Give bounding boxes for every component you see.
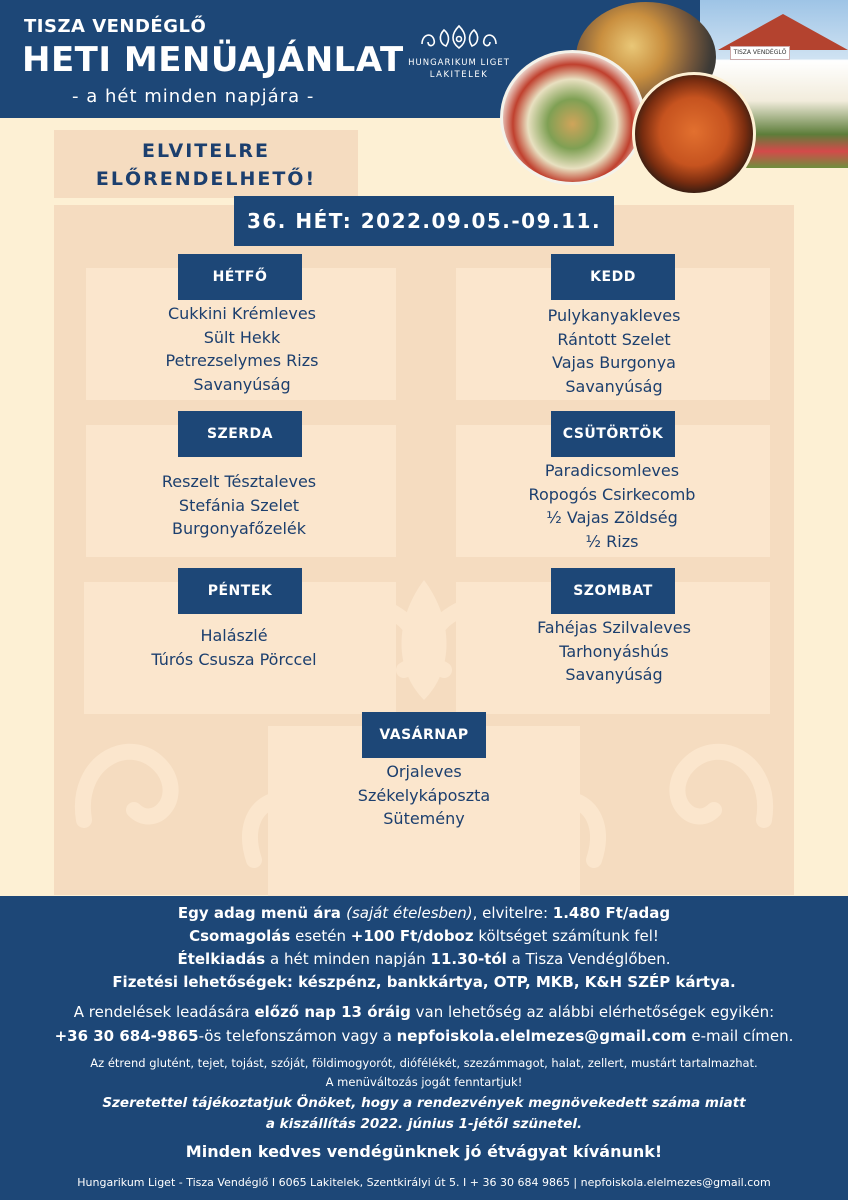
logo-text-lakitelek: LAKITELEK [429, 70, 489, 80]
contact-text: -ös telefonszámon vagy a [198, 1027, 397, 1045]
packaging-text: esetén [290, 927, 351, 945]
dish-list-friday [84, 624, 384, 671]
packaging-text-2: költséget számítunk fel! [473, 927, 659, 945]
dish-item: Székelykáposzta [357, 785, 491, 805]
price-text-2: , elvitelre: [472, 904, 553, 922]
dish-item: Pulykanyakleves [547, 306, 681, 325]
dish-item: Savanyúság [565, 665, 663, 684]
takeaway-line1: ELVITELRE [142, 140, 270, 162]
price-line [0, 904, 848, 922]
price-value: 1.480 Ft/adag [552, 904, 671, 922]
price-note: (saját ételesben) [346, 904, 473, 922]
dish-list-wednesday [86, 470, 392, 541]
order-text: A rendelések leadására [73, 1003, 255, 1021]
dish-list-tuesday [456, 304, 772, 398]
dish-item: Burgonyafőzelék [172, 519, 306, 538]
page-title: HETI MENÜAJÁNLAT [22, 40, 404, 80]
soup-photo [632, 72, 756, 196]
dish-item: Savanyúság [565, 376, 663, 396]
dish-item: Petrezselymes Rizs [165, 351, 319, 370]
phone-link[interactable]: +36 30 684-9865 [54, 1027, 199, 1045]
dish-item: Cukkini Krémleves [167, 304, 317, 323]
dish-item: Halászlé [200, 626, 268, 645]
dish-item: Fahéjas Szilvaleves [537, 618, 691, 637]
delivery-notice-1: Szeretettel tájékoztatjuk Önöket, hogy a rendezvények megnövekedett száma miatt [102, 1095, 746, 1111]
allergen-notice: Az étrend glutént, tejet, tojást, szóját, földimogyorót, diófélékét, szezámmagot, halat, zellert, mustárt tartalmazhat. [90, 1056, 758, 1070]
building-sign: TISZA VENDÉGLŐ [730, 46, 790, 60]
logo-text-hungarikum: HUNGARIKUM LIGET [408, 58, 510, 68]
ornament-icon [418, 22, 500, 54]
takeaway-line2: ELŐRENDELHETŐ! [95, 168, 317, 190]
serving-line [0, 950, 848, 968]
page-subtitle: - a hét minden napjára - [72, 86, 315, 107]
dish-item: Tarhonyáshús [559, 641, 669, 661]
closing-wish: Minden kedves vendégünknek jó étvágyat kívánunk! [185, 1142, 663, 1161]
footer-info [0, 896, 848, 1200]
packaging-line [0, 927, 848, 945]
day-badge-sunday: VASÁRNAP [362, 712, 486, 758]
rights-notice: A menüváltozás jogát fenntartjuk! [325, 1075, 523, 1089]
serving-time: 11.30-tól [430, 950, 507, 968]
payment-line: Fizetési lehetőségek: készpénz, bankkártya, OTP, MKB, K&H SZÉP kártya. [112, 973, 736, 991]
takeaway-banner [54, 130, 358, 198]
contact-line [0, 1027, 848, 1045]
dish-list-monday [86, 302, 398, 396]
delivery-notice-2: a kiszállítás 2022. június 1-jétől szünetel. [265, 1116, 583, 1132]
contact-text-2: e-mail címen. [686, 1027, 794, 1045]
dish-list-saturday [456, 616, 772, 687]
dish-item: Savanyúság [193, 374, 291, 394]
dish-item: ½ Rizs [585, 531, 639, 551]
day-badge-tuesday: KEDD [551, 254, 675, 300]
day-badge-saturday: SZOMBAT [551, 568, 675, 614]
restaurant-name: TISZA VENDÉGLŐ [24, 16, 207, 37]
dish-item: Stefánia Szelet [178, 495, 300, 515]
order-text-2: van lehetőség az alábbi elérhetőségek egyikén: [410, 1003, 775, 1021]
building-roof [718, 14, 848, 50]
order-line [0, 1003, 848, 1021]
dish-item: Paradicsomleves [544, 461, 680, 480]
hungarikum-liget-logo [406, 22, 512, 92]
day-badge-friday: PÉNTEK [178, 568, 302, 614]
week-label: 36. HÉT: 2022.09.05.-09.11. [234, 196, 614, 246]
serving-label: Ételkiadás [177, 950, 266, 968]
email-link[interactable]: nepfoiskola.elelmezes@gmail.com [396, 1027, 687, 1045]
dish-item: Túrós Csusza Pörccel [151, 649, 317, 669]
dish-item: ½ Vajas Zöldség [546, 508, 678, 527]
price-text: Egy adag menü ára [177, 904, 347, 922]
dish-item: Sütemény [383, 809, 465, 828]
dish-item: Rántott Szelet [557, 329, 671, 349]
address-line: Hungarikum Liget - Tisza Vendéglő I 6065 Lakitelek, Szentkirályi út 5. I + 36 30 684 9865 | nepfoiskola.elelmezes@gmail.com [77, 1176, 771, 1189]
packaging-label: Csomagolás [189, 927, 291, 945]
dish-item: Ropogós Csirkecomb [528, 484, 696, 504]
dish-item: Reszelt Tésztaleves [161, 472, 317, 491]
dish-item: Orjaleves [386, 762, 462, 781]
main-dish-photo [500, 50, 645, 185]
packaging-price: +100 Ft/doboz [350, 927, 474, 945]
serving-text-2: a Tisza Vendéglőben. [506, 950, 671, 968]
day-badge-wednesday: SZERDA [178, 411, 302, 457]
day-badge-monday: HÉTFŐ [178, 254, 302, 300]
serving-text: a hét minden napján [265, 950, 431, 968]
day-badge-thursday: CSÜTÖRTÖK [551, 411, 675, 457]
dish-item: Vajas Burgonya [552, 353, 676, 372]
dish-item: Sült Hekk [203, 327, 281, 347]
dish-list-sunday [268, 760, 580, 831]
order-deadline: előző nap 13 óráig [254, 1003, 411, 1021]
dish-list-thursday [456, 459, 768, 553]
